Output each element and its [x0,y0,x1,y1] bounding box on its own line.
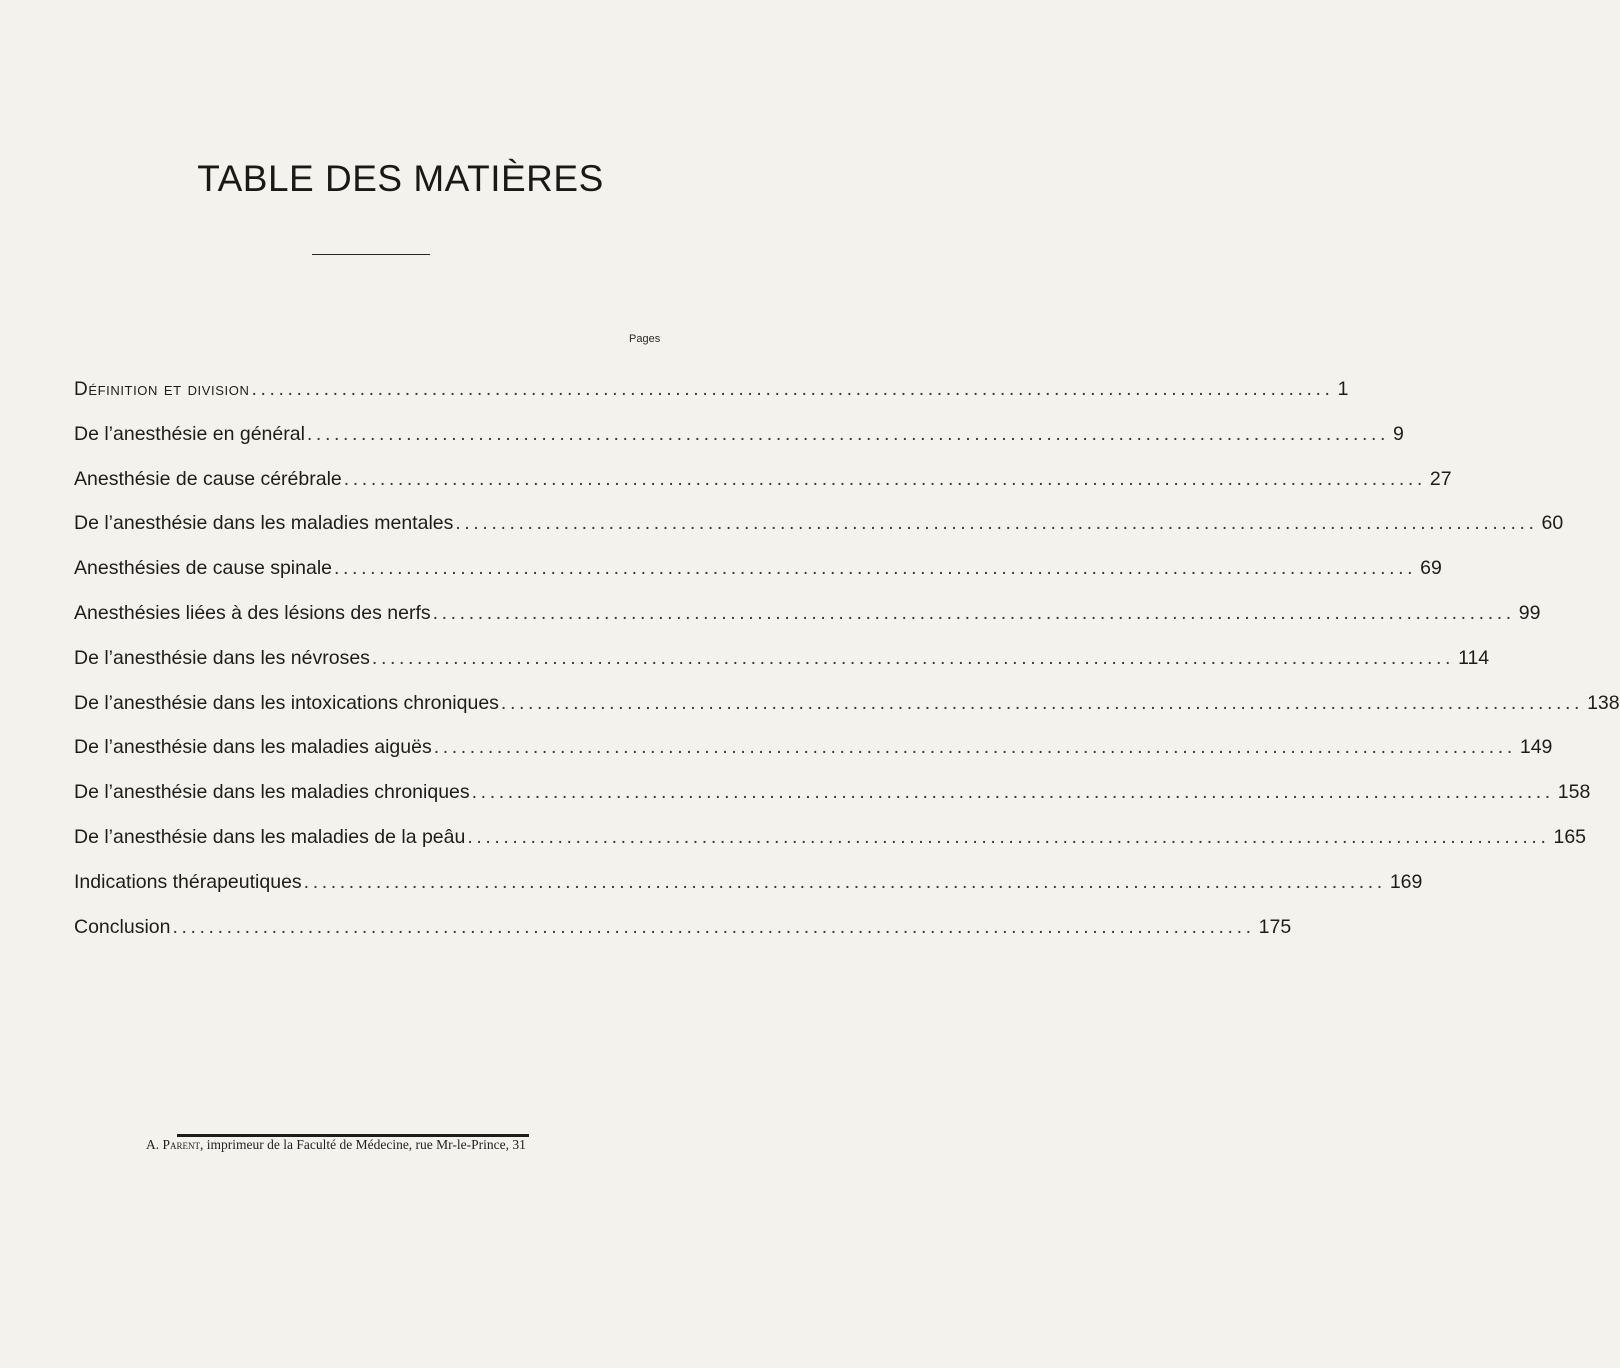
toc-entry-page: 149 [1519,736,1553,759]
page-title: TABLE DES MATIÈRES [197,158,604,199]
toc-entry [74,825,1587,871]
toc-entry [74,422,1404,468]
toc-entry-page: 99 [1518,601,1541,624]
imprint-address: , imprimeur de la Faculté de Médecine, rue Mr-le-Prince, 31 [200,1137,526,1152]
toc-entry [74,378,1349,423]
toc-entry-page: 69 [1420,557,1442,580]
toc-leader-dots: ........................................................................................................................ [433,736,1516,759]
toc-leader-dots: ........................................................................................................................ [371,646,1455,669]
toc-entry [74,781,1591,826]
toc-leader-dots: ........................................................................................................................ [500,691,1584,714]
toc-leader-dots: ........................................................................................................................ [471,781,1554,804]
toc-entry-label: Anesthésie de cause cérébrale [74,467,342,490]
toc-entry-page: 169 [1389,870,1423,893]
printer-imprint [146,1137,666,1153]
toc-entry [74,512,1564,557]
table-of-contents [74,378,1620,960]
toc-entry-label: Anesthésies de cause spinale [74,557,333,580]
toc-entry-label: Anesthésies liées à des lésions des nerfs [74,601,431,624]
toc-entry-label: Définition et division [74,379,250,400]
toc-entry [74,870,1423,916]
toc-entry-label: De l’anesthésie dans les névroses [74,646,370,669]
toc-entry-label: De l’anesthésie en général [74,422,305,445]
toc-leader-dots: ........................................................................................................................ [303,870,1386,893]
toc-leader-dots: ........................................................................................................................ [251,378,1334,400]
toc-entry-page: 158 [1557,781,1591,804]
toc-entry [74,691,1620,737]
toc-entry-page: 1 [1337,378,1349,400]
toc-leader-dots: ........................................................................................................................ [172,915,1255,938]
toc-entry-page: 165 [1553,825,1587,848]
toc-entry-label: De l’anesthésie dans les maladies de la peâu [74,825,466,848]
toc-leader-dots: ........................................................................................................................ [334,557,1417,580]
toc-leader-dots: ........................................................................................................................ [455,512,1538,535]
imprint-initial: A. [146,1137,160,1152]
toc-entry [74,467,1452,513]
toc-entry-page: 27 [1429,467,1452,490]
toc-entry-page: 9 [1393,422,1404,445]
toc-leader-dots: ........................................................................................................................ [467,825,1550,848]
toc-entry-page: 138 [1587,691,1620,714]
imprint-printer-name: Parent [162,1137,201,1152]
toc-entry-label: De l’anesthésie dans les maladies chroniques [74,781,470,804]
toc-entry-page: 60 [1541,512,1564,535]
toc-entry [74,736,1553,781]
toc-entry-label: De l’anesthésie dans les maladies aiguës [74,736,432,759]
toc-entry-label: Conclusion [74,915,171,938]
pages-column-label: Pages [629,333,661,345]
toc-entry [74,915,1292,961]
toc-entry-label: De l’anesthésie dans les intoxications chroniques [74,691,499,714]
toc-leader-dots: ........................................................................................................................ [306,422,1390,445]
toc-entry [74,646,1490,692]
toc-entry-page: 175 [1258,915,1292,938]
toc-leader-dots: ........................................................................................................................ [343,467,1426,490]
toc-entry [74,557,1442,602]
toc-entry-label: De l’anesthésie dans les maladies mentales [74,512,454,535]
toc-entry [74,601,1541,647]
toc-entry-page: 114 [1458,646,1490,669]
title-divider [312,254,430,255]
toc-entry-label: Indications thérapeutiques [74,870,302,893]
toc-leader-dots: ........................................................................................................................ [432,601,1515,624]
